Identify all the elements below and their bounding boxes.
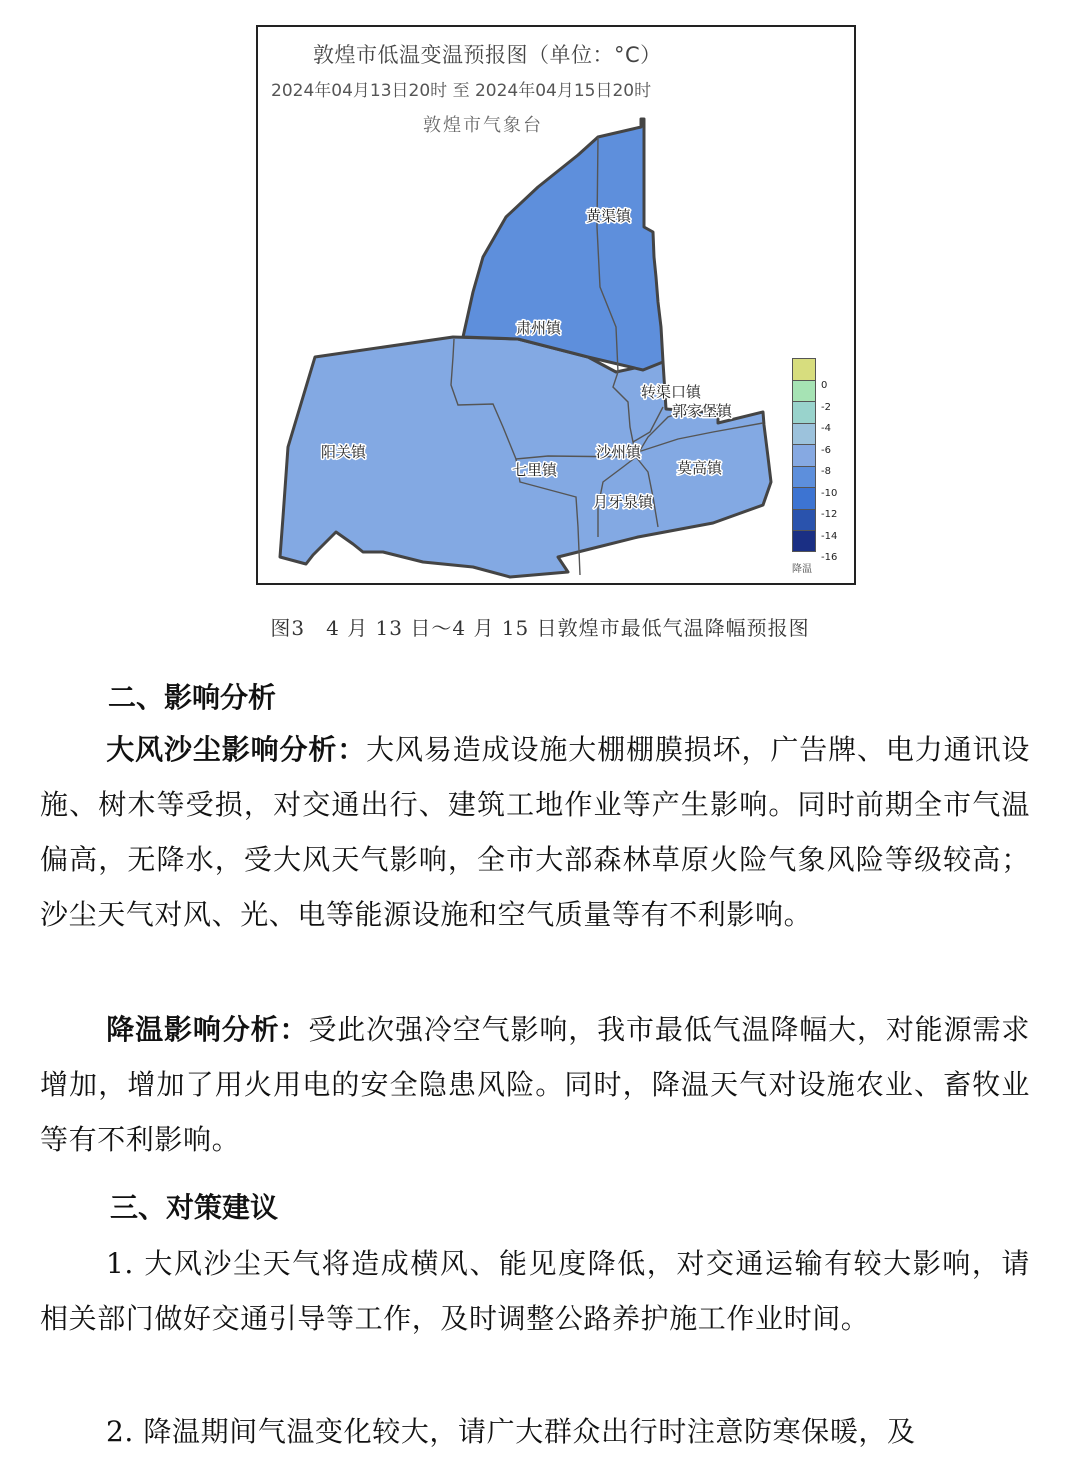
wind-impact-label: 大风沙尘影响分析： bbox=[106, 733, 367, 766]
town-label-zhuanqukou: 转渠口镇 bbox=[641, 383, 702, 401]
legend-unit-label: 降温 bbox=[792, 564, 812, 575]
section-heading-impact: 二、影响分析 bbox=[108, 681, 277, 714]
legend-swatch bbox=[792, 466, 816, 488]
legend-tick-label: -16 bbox=[821, 552, 838, 563]
paragraph-wind-impact bbox=[40, 722, 1030, 942]
cooling-impact-label: 降温影响分析： bbox=[106, 1013, 309, 1046]
town-label-shazhou: 沙州镇 bbox=[596, 443, 642, 461]
wind-impact-text: 大风易造成设施大棚棚膜损坏，广告牌、电力通讯设施、树木等受损，对交通出行、建筑工地作业等产生影响。同时前期全市气温偏高，无降水，受大风天气影响，全市大部森林草原火险气象风险等级较高；沙尘天气对风、光、电等能源设施和空气质量等有不利影响。 bbox=[40, 733, 1030, 931]
legend-swatch bbox=[792, 444, 816, 466]
legend-swatch bbox=[792, 487, 816, 509]
town-label-huangqu: 黄渠镇 bbox=[586, 207, 632, 225]
legend-swatch bbox=[792, 509, 816, 531]
color-legend bbox=[792, 358, 838, 563]
town-label-guojiabao: 郭家堡镇 bbox=[672, 402, 733, 420]
legend-swatch bbox=[792, 380, 816, 402]
forecast-map-figure bbox=[256, 25, 856, 585]
figure-caption: 图3 4 月 13 日～4 月 15 日敦煌市最低气温降幅预报图 bbox=[270, 616, 810, 640]
recommendation-text-2: 2. 降温期间气温变化较大，请广大群众出行时注意防寒保暖，及 bbox=[106, 1415, 916, 1448]
map-region-north bbox=[463, 119, 663, 370]
town-label-mogao: 莫高镇 bbox=[677, 459, 723, 477]
legend-swatch bbox=[792, 423, 816, 445]
town-label-qili: 七里镇 bbox=[512, 461, 558, 479]
town-label-suzhou: 肃州镇 bbox=[516, 319, 562, 337]
section-heading-countermeasures: 三、对策建议 bbox=[110, 1191, 279, 1224]
town-label-yueyaquan: 月牙泉镇 bbox=[593, 493, 654, 511]
recommendation-item-1 bbox=[40, 1236, 1030, 1346]
legend-swatch bbox=[792, 401, 816, 423]
legend-tick-label: -6 bbox=[821, 444, 831, 456]
legend-tick-label: -8 bbox=[821, 466, 831, 477]
town-label-yangguan: 阳关镇 bbox=[321, 443, 367, 461]
map-title: 敦煌市低温变温预报图（单位：°C） bbox=[313, 43, 662, 67]
recommendation-item-2 bbox=[40, 1404, 1030, 1459]
map-source: 敦煌市气象台 bbox=[423, 115, 543, 136]
legend-swatch bbox=[792, 358, 816, 380]
legend-tick-label: -4 bbox=[821, 423, 831, 434]
map-period: 2024年04月13日20时 至 2024年04月15日20时 bbox=[271, 81, 652, 101]
legend-tick-label: -14 bbox=[821, 530, 838, 542]
legend-tick-label: 0 bbox=[821, 380, 828, 391]
legend-swatch bbox=[792, 530, 816, 552]
dunhuang-map bbox=[258, 27, 858, 587]
legend-tick-label: -10 bbox=[821, 487, 838, 499]
legend-tick-label: -2 bbox=[821, 401, 831, 413]
cooling-impact-text: 受此次强冷空气影响，我市最低气温降幅大，对能源需求增加，增加了用火用电的安全隐患风险。同时，降温天气对设施农业、畜牧业等有不利影响。 bbox=[40, 1013, 1030, 1156]
legend-tick-label: -12 bbox=[821, 509, 838, 520]
recommendation-text-1: 1. 大风沙尘天气将造成横风、能见度降低，对交通运输有较大影响，请相关部门做好交通引导等工作，及时调整公路养护施工作业时间。 bbox=[40, 1247, 1030, 1335]
paragraph-cooling-impact bbox=[40, 1002, 1030, 1167]
